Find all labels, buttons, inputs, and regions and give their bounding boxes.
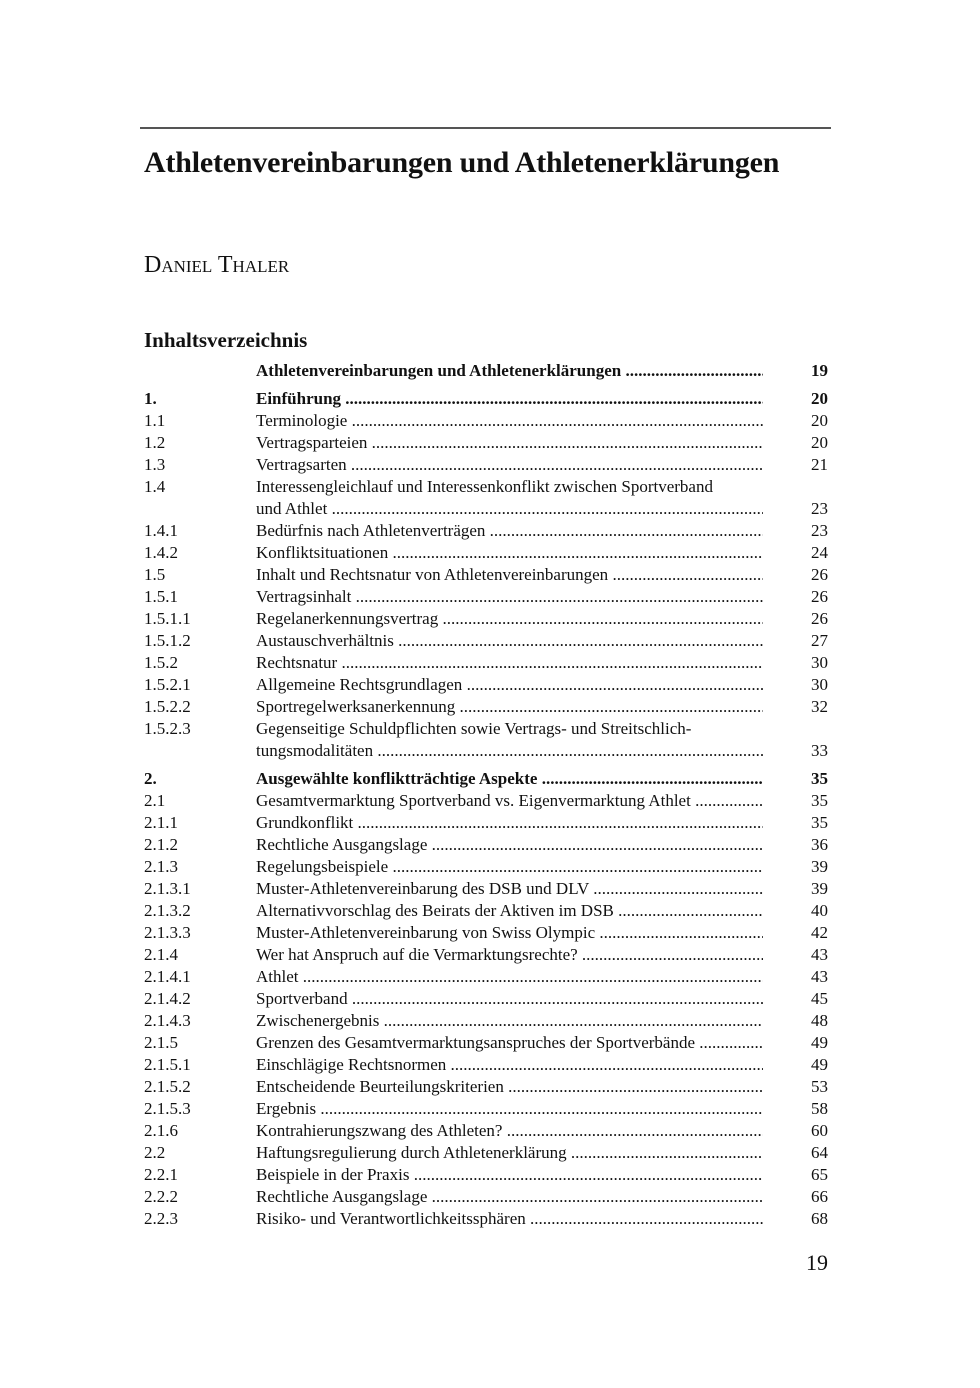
toc-entry-number: 2.1.4.2 xyxy=(144,989,191,1008)
toc-entry xyxy=(144,360,834,382)
toc-entry xyxy=(144,1010,834,1032)
toc-entry xyxy=(144,790,834,812)
toc-entry-title: Sportregelwerksanerkennung ..... xyxy=(256,696,763,718)
toc-entry-page: 21 xyxy=(811,455,828,474)
toc-entry xyxy=(144,630,834,652)
toc-entry-page: 23 xyxy=(811,521,828,540)
toc-entry-title: Muster-Athletenvereinbarung von Swiss Olympic ..... xyxy=(256,922,763,944)
toc-entry-title: Konfliktsituationen ..... xyxy=(256,542,763,564)
toc-entry xyxy=(144,1186,834,1208)
toc-entry-number: 1.5.2 xyxy=(144,653,178,672)
toc-entry-number: 1.1 xyxy=(144,411,166,430)
toc-entry xyxy=(144,1142,834,1164)
toc-entry-number: 1. xyxy=(144,389,157,408)
toc-entry-title: Ausgewählte konfliktträchtige Aspekte ..... xyxy=(256,768,763,790)
toc-entry-page: 26 xyxy=(811,587,828,606)
toc-entry-page: 43 xyxy=(811,967,828,986)
toc-entry xyxy=(144,900,834,922)
toc-entry xyxy=(144,1098,834,1120)
toc-entry-title: Einführung ..... xyxy=(256,388,763,410)
toc-entry-page: 68 xyxy=(811,1209,828,1228)
toc-entry-page: 26 xyxy=(811,565,828,584)
toc-entry-number: 2.1.5.3 xyxy=(144,1099,191,1118)
toc-entry-title: Regelanerkennungsvertrag ..... xyxy=(256,608,763,630)
toc-entry-page: 40 xyxy=(811,901,828,920)
toc-entry xyxy=(144,564,834,586)
toc-entry-number: 1.5 xyxy=(144,565,166,584)
toc-entry-title: Bedürfnis nach Athletenverträgen ..... xyxy=(256,520,763,542)
toc-entry-number: 2.1.4 xyxy=(144,945,178,964)
toc-entry-title: Vertragsarten ..... xyxy=(256,454,763,476)
toc-entry-title: Wer hat Anspruch auf die Vermarktungsrechte? ..... xyxy=(256,944,763,966)
toc-entry-title: Haftungsregulierung durch Athletenerklärung ..... xyxy=(256,1142,763,1164)
toc-entry xyxy=(144,432,834,454)
toc-entry-title-continuation: und Athlet ..... xyxy=(256,498,763,520)
toc-entry-number: 1.5.1.2 xyxy=(144,631,191,650)
toc-entry-number: 2.2.2 xyxy=(144,1187,178,1206)
toc-entry-page: 64 xyxy=(811,1143,828,1162)
toc-heading: Inhaltsverzeichnis xyxy=(144,328,308,352)
toc-entry-title: Terminologie ..... xyxy=(256,410,763,432)
toc-entry xyxy=(144,454,834,476)
toc-entry-page: 66 xyxy=(811,1187,828,1206)
toc-entry-page: 33 xyxy=(811,741,828,760)
toc-entry-page: 24 xyxy=(811,543,828,562)
toc-entry-title: Alternativvorschlag des Beirats der Aktiven im DSB ..... xyxy=(256,900,763,922)
toc-entry-title: Grenzen des Gesamtvermarktungsanspruches der Sportverbände ..... xyxy=(256,1032,763,1054)
toc-entry-page: 19 xyxy=(811,361,828,380)
toc-entry-title: Rechtliche Ausgangslage ..... xyxy=(256,1186,763,1208)
toc-entry-page: 26 xyxy=(811,609,828,628)
toc-entry-title: Einschlägige Rechtsnormen ..... xyxy=(256,1054,763,1076)
toc-entry-title: Allgemeine Rechtsgrundlagen ..... xyxy=(256,674,763,696)
toc-entry-title: Inhalt und Rechtsnatur von Athletenvereinbarungen ..... xyxy=(256,564,763,586)
toc-entry-number: 1.4.1 xyxy=(144,521,178,540)
toc-entry-number: 2.1.3.3 xyxy=(144,923,191,942)
toc-entry xyxy=(144,1120,834,1142)
toc-entry xyxy=(144,1208,834,1230)
toc-entry xyxy=(144,520,834,542)
toc-entry xyxy=(144,768,834,790)
toc-entry-page: 35 xyxy=(811,813,828,832)
toc-entry xyxy=(144,1032,834,1054)
toc-entry xyxy=(144,834,834,856)
toc-entry-number: 2.1.1 xyxy=(144,813,178,832)
toc-entry xyxy=(144,812,834,834)
toc-entry xyxy=(144,988,834,1010)
toc-entry xyxy=(144,1164,834,1186)
toc-entry-number: 2.2.3 xyxy=(144,1209,178,1228)
toc-entry-number: 1.5.2.3 xyxy=(144,719,191,738)
toc-entry-number: 2.1 xyxy=(144,791,166,810)
toc-entry-page: 27 xyxy=(811,631,828,650)
toc-entry-title: Ergebnis ..... xyxy=(256,1098,763,1120)
toc-entry-number: 2.1.2 xyxy=(144,835,178,854)
toc-entry xyxy=(144,388,834,410)
toc-entry-page: 49 xyxy=(811,1033,828,1052)
toc-entry-page: 35 xyxy=(811,769,828,788)
toc-entry-number: 2.1.3.1 xyxy=(144,879,191,898)
toc-entry xyxy=(144,652,834,674)
toc-entry-number: 2.1.5.1 xyxy=(144,1055,191,1074)
toc-entry-page: 20 xyxy=(811,433,828,452)
toc-entry-page: 20 xyxy=(811,411,828,430)
toc-entry-number: 1.3 xyxy=(144,455,166,474)
toc-entry-page: 39 xyxy=(811,879,828,898)
toc-entry-title: Rechtliche Ausgangslage ..... xyxy=(256,834,763,856)
toc-entry-title: Gegenseitige Schuldpflichten sowie Vertrags- und Streitschlich- xyxy=(256,719,692,738)
toc-entry-title: Regelungsbeispiele ..... xyxy=(256,856,763,878)
toc-entry-number: 1.5.1 xyxy=(144,587,178,606)
toc-entry-page: 58 xyxy=(811,1099,828,1118)
toc-entry xyxy=(144,718,834,762)
toc-entry-title: Rechtsnatur ..... xyxy=(256,652,763,674)
toc-entry xyxy=(144,476,834,520)
toc-entry-title: Entscheidende Beurteilungskriterien ..... xyxy=(256,1076,763,1098)
toc-entry-title: Muster-Athletenvereinbarung des DSB und DLV ..... xyxy=(256,878,763,900)
toc-entry xyxy=(144,608,834,630)
toc-entry-number: 2.1.4.1 xyxy=(144,967,191,986)
toc-entry-title: Vertragsparteien ..... xyxy=(256,432,763,454)
toc-entry-page: 39 xyxy=(811,857,828,876)
toc-entry-page: 35 xyxy=(811,791,828,810)
toc-entry-number: 2.1.5 xyxy=(144,1033,178,1052)
toc-entry-number: 1.5.2.1 xyxy=(144,675,191,694)
toc-entry-page: 30 xyxy=(811,675,828,694)
toc-entry-number: 1.5.1.1 xyxy=(144,609,191,628)
toc-entry xyxy=(144,674,834,696)
toc-entry-title: Kontrahierungszwang des Athleten? ..... xyxy=(256,1120,763,1142)
toc-entry-number: 2.1.5.2 xyxy=(144,1077,191,1096)
toc-entry-page: 23 xyxy=(811,499,828,518)
toc-entry xyxy=(144,878,834,900)
toc-entry-page: 32 xyxy=(811,697,828,716)
toc-entry-page: 20 xyxy=(811,389,828,408)
toc-entry-page: 45 xyxy=(811,989,828,1008)
toc-entry xyxy=(144,922,834,944)
toc-entry-title: Grundkonflikt ..... xyxy=(256,812,763,834)
toc-entry-number: 2. xyxy=(144,769,157,788)
table-of-contents xyxy=(144,360,834,1230)
toc-entry-page: 36 xyxy=(811,835,828,854)
toc-entry-number: 1.4.2 xyxy=(144,543,178,562)
toc-entry-title: Athlet ..... xyxy=(256,966,763,988)
author-name: Daniel Thaler xyxy=(144,252,290,278)
toc-entry-number: 2.1.3 xyxy=(144,857,178,876)
toc-entry-title: Athletenvereinbarungen und Athletenerklärungen ..... xyxy=(256,360,763,382)
page-number: 19 xyxy=(806,1250,828,1275)
toc-entry-page: 43 xyxy=(811,945,828,964)
toc-entry-page: 49 xyxy=(811,1055,828,1074)
toc-entry xyxy=(144,966,834,988)
toc-entry xyxy=(144,944,834,966)
toc-entry-page: 65 xyxy=(811,1165,828,1184)
toc-entry-number: 1.5.2.2 xyxy=(144,697,191,716)
toc-entry xyxy=(144,410,834,432)
toc-entry-title: Sportverband ..... xyxy=(256,988,763,1010)
header-rule xyxy=(140,127,831,129)
toc-entry-page: 60 xyxy=(811,1121,828,1140)
toc-entry-title: Interessengleichlauf und Interessenkonflikt zwischen Sportverband xyxy=(256,477,713,496)
toc-entry xyxy=(144,696,834,718)
toc-entry-title: Risiko- und Verantwortlichkeitssphären ..... xyxy=(256,1208,763,1230)
toc-entry xyxy=(144,856,834,878)
toc-entry-number: 2.1.4.3 xyxy=(144,1011,191,1030)
toc-entry-title-continuation: tungsmodalitäten ..... xyxy=(256,740,763,762)
toc-entry-title: Vertragsinhalt ..... xyxy=(256,586,763,608)
toc-entry-number: 2.1.3.2 xyxy=(144,901,191,920)
toc-entry-number: 1.2 xyxy=(144,433,166,452)
toc-entry-title: Beispiele in der Praxis ..... xyxy=(256,1164,763,1186)
toc-entry-title: Austauschverhältnis ..... xyxy=(256,630,763,652)
toc-entry-page: 53 xyxy=(811,1077,828,1096)
toc-entry xyxy=(144,1054,834,1076)
toc-entry-page: 30 xyxy=(811,653,828,672)
toc-entry xyxy=(144,586,834,608)
toc-entry-title: Gesamtvermarktung Sportverband vs. Eigenvermarktung Athlet ..... xyxy=(256,790,763,812)
chapter-title: Athletenvereinbarungen und Athletenerklärungen xyxy=(144,146,780,179)
toc-entry-number: 2.2.1 xyxy=(144,1165,178,1184)
toc-entry xyxy=(144,542,834,564)
toc-entry-title: Zwischenergebnis ..... xyxy=(256,1010,763,1032)
toc-entry-page: 48 xyxy=(811,1011,828,1030)
toc-entry-number: 1.4 xyxy=(144,477,166,496)
toc-entry-number: 2.1.6 xyxy=(144,1121,178,1140)
toc-entry-number: 2.2 xyxy=(144,1143,166,1162)
toc-entry-page: 42 xyxy=(811,923,828,942)
toc-entry xyxy=(144,1076,834,1098)
